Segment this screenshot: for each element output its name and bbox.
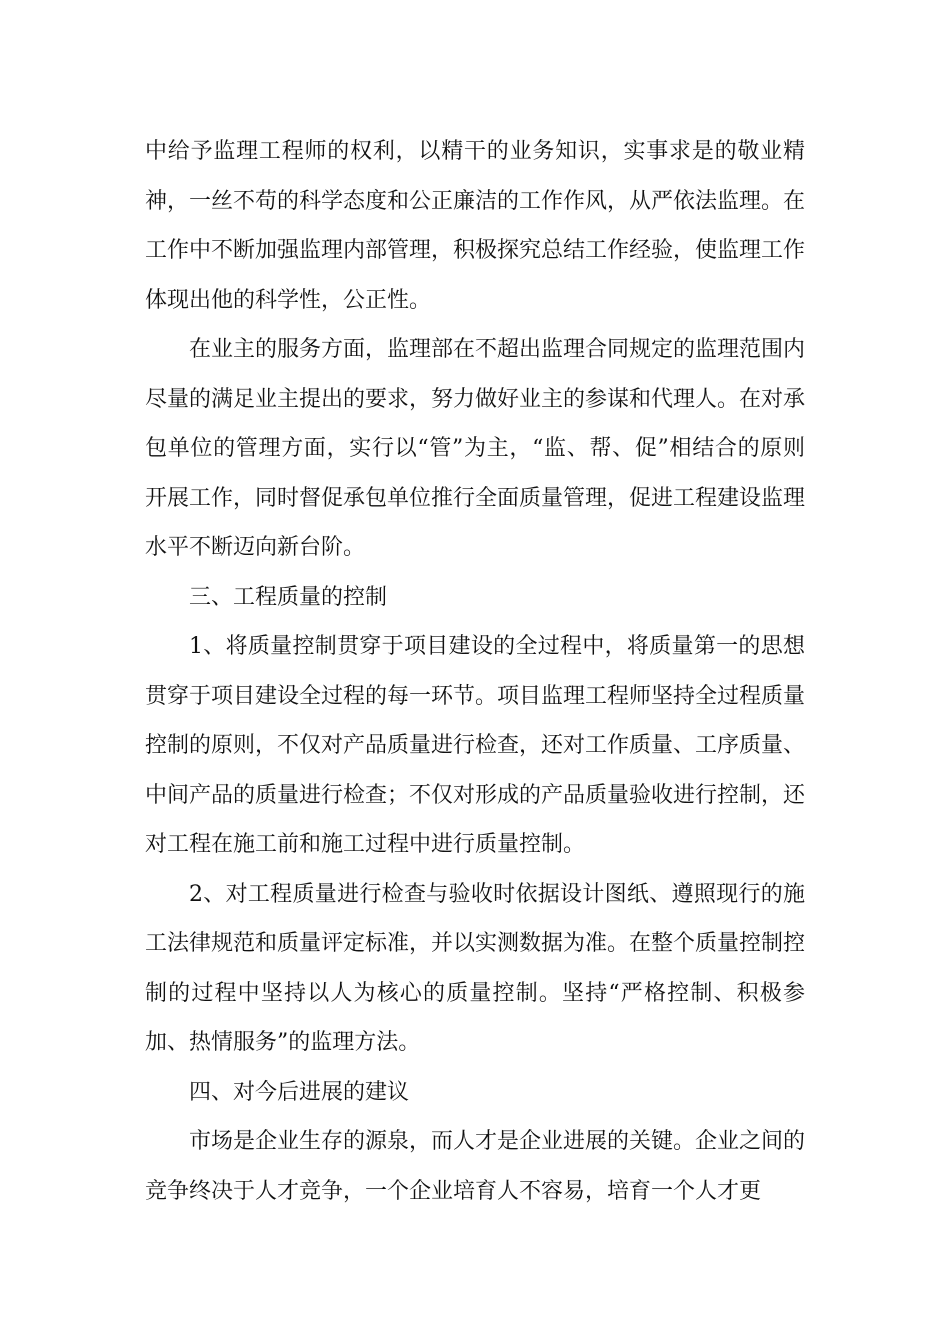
paragraph-quality-item-2: 2、对工程质量进行检查与验收时依据设计图纸、遵照现行的施工法律规范和质量评定标准，并以实测数据为准。在整个质量控制控制的过程中坚持以人为核心的质量控制。坚持“严格控制、积极参加、热情服务”的监理方法。 — [145, 881, 806, 1055]
paragraph-quality-item-1: 1、将质量控制贯穿于项目建设的全过程中，将质量第一的思想贯穿于项目建设全过程的每一环节。项目监理工程师坚持全过程质量控制的原则，不仅对产品质量进行检查，还对工作质量、工序质量、中间产品的质量进行检查；不仅对形成的产品质量验收进行控制，还对工程在施工前和施工过程中进行质量控制。 — [145, 634, 806, 857]
document-body — [145, 127, 805, 1216]
section-heading-future-suggestions: 四、对今后进展的建议 — [189, 1079, 410, 1105]
section-heading-quality-control: 三、工程质量的控制 — [189, 584, 388, 610]
paragraph-owner-service: 在业主的服务方面，监理部在不超出监理合同规定的监理范围内尽量的满足业主提出的要求，努力做好业主的参谋和代理人。在对承包单位的管理方面，实行以“管”为主，“监、帮、促”相结合的原则开展工作，同时督促承包单位推行全面质量管理，促进工程建设监理水平不断迈向新台阶。 — [145, 337, 806, 560]
paragraph-talent-market: 市场是企业生存的源泉，而人才是企业进展的关键。企业之间的竞争终决于人才竞争，一个企业培育人不容易，培育一个人才更 — [145, 1129, 806, 1204]
paragraph-supervision-authority: 中给予监理工程师的权利，以精干的业务知识，实事求是的敬业精神，一丝不苟的科学态度和公正廉洁的工作作风，从严依法监理。在工作中不断加强监理内部管理，积极探究总结工作经验，使监理工作体现出他的科学性，公正性。 — [145, 139, 806, 313]
